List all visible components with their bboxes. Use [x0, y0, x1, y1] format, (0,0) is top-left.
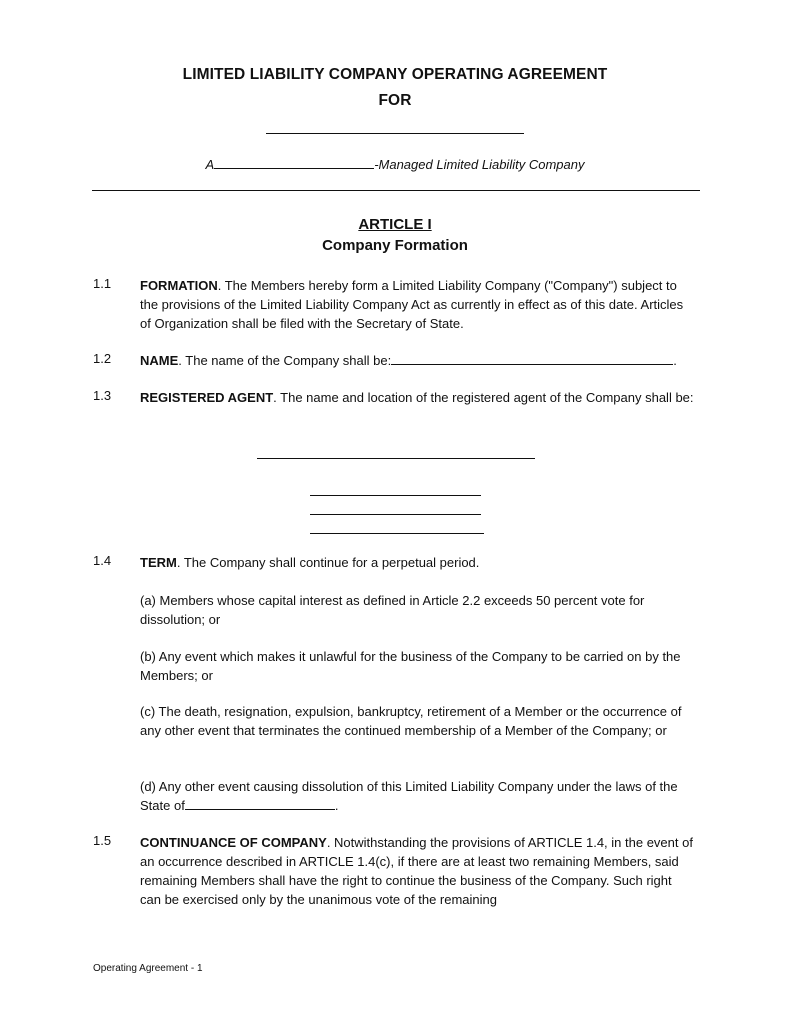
section-text: . Notwithstanding the provisions of ARTICLE 1.4, in the event of an occurrence described in ARTICLE 1.4(c), if there are at least two remaining Members, said remaining Members shall have the right to continue the business of the Company. Such right can be exercised only by the unanimous vote of the remaining — [140, 835, 693, 907]
management-type-line — [0, 157, 790, 172]
agent-address-blank-1 — [310, 495, 481, 496]
term-clause-c: (c) The death, resignation, expulsion, bankruptcy, retirement of a Member or the occurrence of any other event that terminates the continued membership of a Member of the Company; or — [140, 704, 682, 738]
management-type-blank — [214, 157, 374, 169]
company-name-field-blank — [391, 352, 673, 365]
term-clause-a: (a) Members whose capital interest as defined in Article 2.2 exceeds 50 percent vote for dissolution; or — [140, 593, 645, 627]
section-registered-agent — [140, 388, 696, 407]
section-end: . — [673, 353, 677, 368]
header-divider — [92, 190, 700, 191]
agent-address-blank-2 — [310, 514, 481, 515]
section-number: 1.2 — [93, 351, 112, 366]
article-heading: ARTICLE I — [358, 216, 432, 233]
section-number: 1.4 — [93, 553, 112, 568]
section-formation — [140, 276, 696, 333]
section-number: 1.5 — [93, 833, 112, 848]
section-term: REGISTERED AGENT — [140, 390, 274, 405]
subtitle-prefix: A — [205, 157, 215, 172]
company-name-blank — [266, 133, 524, 134]
clause-d-text: (d) Any other event causing dissolution of this Limited Liability Company under the laws of the State of — [140, 779, 678, 813]
document-title-for: FOR — [378, 92, 412, 109]
agent-name-blank — [257, 458, 535, 459]
section-text: . The name and location of the registered agent of the Company shall be: — [273, 390, 694, 405]
section-text: . The Company shall continue for a perpetual period. — [176, 555, 480, 570]
page-footer: Operating Agreement - 1 — [93, 963, 203, 974]
section-continuance — [140, 833, 696, 909]
section-term: TERM — [140, 555, 177, 570]
section-number: 1.3 — [93, 388, 112, 403]
state-blank — [185, 797, 335, 810]
section-term: NAME — [140, 353, 179, 368]
section-term: CONTINUANCE OF COMPANY — [140, 835, 327, 850]
term-clause-b: (b) Any event which makes it unlawful for the business of the Company to be carried on by the Members; or — [140, 649, 681, 683]
agent-address-blank-3 — [310, 533, 484, 534]
section-text: . The Members hereby form a Limited Liability Company ("Company") subject to the provisions of the Limited Liability Company Act as currently in effect as of this date. Articles of Organization shall be filed with the Secretary of State. — [140, 278, 684, 331]
section-number: 1.1 — [93, 276, 112, 291]
term-clause-d — [140, 777, 696, 815]
document-title: LIMITED LIABILITY COMPANY OPERATING AGREEMENT — [182, 66, 608, 83]
article-subheading: Company Formation — [322, 237, 468, 254]
section-name — [140, 351, 696, 370]
clause-d-end: . — [334, 798, 339, 813]
subtitle-suffix: -Managed Limited Liability Company — [374, 157, 585, 172]
section-term-period — [140, 553, 696, 572]
section-text: . The name of the Company shall be: — [178, 353, 392, 368]
section-term: FORMATION — [140, 278, 218, 293]
